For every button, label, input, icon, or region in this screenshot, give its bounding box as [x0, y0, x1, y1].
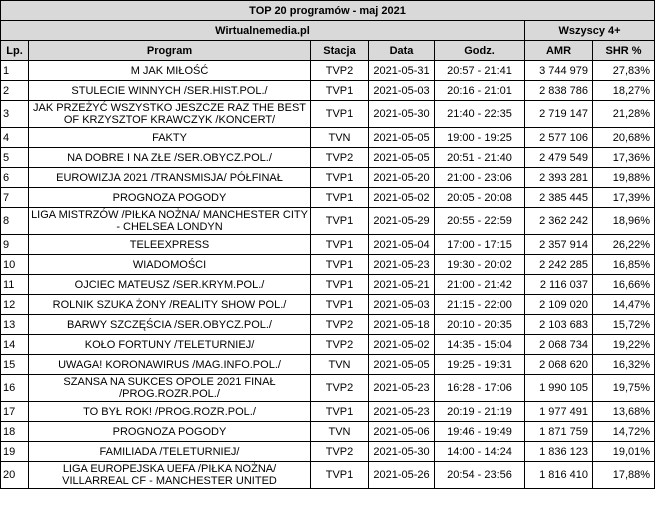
cell-shr: 19,01%: [593, 442, 655, 462]
cell-program: PROGNOZA POGODY: [29, 188, 311, 208]
cell-shr: 18,96%: [593, 208, 655, 235]
cell-date: 2021-05-31: [369, 61, 435, 81]
cell-station: TVP2: [311, 148, 369, 168]
cell-station: TVN: [311, 422, 369, 442]
column-header-lp: Lp.: [1, 41, 29, 61]
cell-station: TVP2: [311, 315, 369, 335]
cell-shr: 21,28%: [593, 101, 655, 128]
cell-time: 14:35 - 15:04: [435, 335, 525, 355]
cell-amr: 1 816 410: [525, 462, 593, 489]
cell-time: 21:00 - 21:42: [435, 275, 525, 295]
table-title: TOP 20 programów - maj 2021: [1, 1, 655, 21]
cell-date: 2021-05-26: [369, 462, 435, 489]
column-header-time: Godz.: [435, 41, 525, 61]
cell-amr: 2 242 285: [525, 255, 593, 275]
cell-amr: 1 977 491: [525, 402, 593, 422]
cell-station: TVP1: [311, 168, 369, 188]
cell-time: 20:51 - 21:40: [435, 148, 525, 168]
cell-date: 2021-05-05: [369, 148, 435, 168]
cell-amr: 2 116 037: [525, 275, 593, 295]
cell-time: 21:40 - 22:35: [435, 101, 525, 128]
cell-date: 2021-05-06: [369, 422, 435, 442]
cell-shr: 18,27%: [593, 81, 655, 101]
cell-time: 19:46 - 19:49: [435, 422, 525, 442]
audience-group-header: Wszyscy 4+: [525, 21, 655, 41]
table-row: [1, 208, 655, 235]
cell-lp: 6: [1, 168, 29, 188]
cell-time: 21:15 - 22:00: [435, 295, 525, 315]
cell-program: OJCIEC MATEUSZ /SER.KRYM.POL./: [29, 275, 311, 295]
cell-lp: 7: [1, 188, 29, 208]
column-header-program: Program: [29, 41, 311, 61]
cell-date: 2021-05-03: [369, 81, 435, 101]
cell-amr: 2 362 242: [525, 208, 593, 235]
cell-shr: 27,83%: [593, 61, 655, 81]
cell-station: TVP2: [311, 335, 369, 355]
cell-program: FAKTY: [29, 128, 311, 148]
table-row: [1, 295, 655, 315]
cell-station: TVP1: [311, 295, 369, 315]
column-header-shr: SHR %: [593, 41, 655, 61]
cell-time: 17:00 - 17:15: [435, 235, 525, 255]
cell-station: TVP1: [311, 235, 369, 255]
cell-program: PROGNOZA POGODY: [29, 422, 311, 442]
table-row: [1, 375, 655, 402]
column-header-amr: AMR: [525, 41, 593, 61]
cell-program: TELEEXPRESS: [29, 235, 311, 255]
cell-lp: 1: [1, 61, 29, 81]
cell-shr: 17,39%: [593, 188, 655, 208]
cell-lp: 3: [1, 101, 29, 128]
table-row: [1, 255, 655, 275]
cell-shr: 20,68%: [593, 128, 655, 148]
cell-date: 2021-05-04: [369, 235, 435, 255]
cell-time: 20:54 - 23:56: [435, 462, 525, 489]
cell-shr: 14,47%: [593, 295, 655, 315]
table-row: [1, 101, 655, 128]
table-row: [1, 402, 655, 422]
cell-amr: 2 577 106: [525, 128, 593, 148]
cell-shr: 17,36%: [593, 148, 655, 168]
cell-shr: 19,88%: [593, 168, 655, 188]
cell-lp: 9: [1, 235, 29, 255]
cell-station: TVP1: [311, 101, 369, 128]
cell-amr: 2 719 147: [525, 101, 593, 128]
cell-date: 2021-05-05: [369, 128, 435, 148]
cell-date: 2021-05-29: [369, 208, 435, 235]
cell-station: TVP1: [311, 188, 369, 208]
cell-lp: 12: [1, 295, 29, 315]
table-row: [1, 168, 655, 188]
cell-amr: 2 838 786: [525, 81, 593, 101]
cell-shr: 19,22%: [593, 335, 655, 355]
cell-lp: 2: [1, 81, 29, 101]
cell-program: M JAK MIŁOŚĆ: [29, 61, 311, 81]
table-row: [1, 235, 655, 255]
cell-shr: 16,85%: [593, 255, 655, 275]
cell-program: SZANSA NA SUKCES OPOLE 2021 FINAŁ /PROG.ROZR.POL./: [29, 375, 311, 402]
cell-lp: 18: [1, 422, 29, 442]
cell-lp: 15: [1, 355, 29, 375]
cell-lp: 11: [1, 275, 29, 295]
cell-program: BARWY SZCZĘŚCIA /SER.OBYCZ.POL./: [29, 315, 311, 335]
table-row: [1, 355, 655, 375]
cell-time: 20:10 - 20:35: [435, 315, 525, 335]
cell-time: 16:28 - 17:06: [435, 375, 525, 402]
cell-shr: 13,68%: [593, 402, 655, 422]
cell-station: TVP1: [311, 275, 369, 295]
cell-shr: 19,75%: [593, 375, 655, 402]
cell-program: JAK PRZEŻYĆ WSZYSTKO JESZCZE RAZ THE BEST OF KRZYSZTOF KRAWCZYK /KONCERT/: [29, 101, 311, 128]
table-row: [1, 315, 655, 335]
cell-amr: 2 393 281: [525, 168, 593, 188]
table-body: [1, 61, 655, 489]
cell-time: 19:30 - 20:02: [435, 255, 525, 275]
cell-shr: 15,72%: [593, 315, 655, 335]
cell-program: ROLNIK SZUKA ŻONY /REALITY SHOW POL./: [29, 295, 311, 315]
cell-date: 2021-05-30: [369, 442, 435, 462]
cell-shr: 16,66%: [593, 275, 655, 295]
cell-time: 19:25 - 19:31: [435, 355, 525, 375]
cell-station: TVP2: [311, 61, 369, 81]
cell-date: 2021-05-02: [369, 188, 435, 208]
cell-time: 20:05 - 20:08: [435, 188, 525, 208]
cell-amr: 1 871 759: [525, 422, 593, 442]
cell-date: 2021-05-03: [369, 295, 435, 315]
cell-station: TVP1: [311, 81, 369, 101]
cell-date: 2021-05-05: [369, 355, 435, 375]
cell-amr: 2 357 914: [525, 235, 593, 255]
cell-time: 19:00 - 19:25: [435, 128, 525, 148]
cell-shr: 14,72%: [593, 422, 655, 442]
cell-program: WIADOMOŚCI: [29, 255, 311, 275]
cell-time: 21:00 - 23:06: [435, 168, 525, 188]
cell-program: EUROWIZJA 2021 /TRANSMISJA/ PÓŁFINAŁ: [29, 168, 311, 188]
cell-time: 14:00 - 14:24: [435, 442, 525, 462]
cell-lp: 17: [1, 402, 29, 422]
cell-lp: 13: [1, 315, 29, 335]
cell-shr: 26,22%: [593, 235, 655, 255]
cell-program: STULECIE WINNYCH /SER.HIST.POL./: [29, 81, 311, 101]
cell-amr: 2 109 020: [525, 295, 593, 315]
cell-lp: 19: [1, 442, 29, 462]
table-row: [1, 188, 655, 208]
cell-amr: 2 068 734: [525, 335, 593, 355]
cell-station: TVP1: [311, 255, 369, 275]
cell-station: TVP1: [311, 402, 369, 422]
cell-station: TVP1: [311, 208, 369, 235]
cell-program: FAMILIADA /TELETURNIEJ/: [29, 442, 311, 462]
cell-station: TVN: [311, 355, 369, 375]
cell-program: KOŁO FORTUNY /TELETURNIEJ/: [29, 335, 311, 355]
cell-shr: 17,88%: [593, 462, 655, 489]
table-row: [1, 422, 655, 442]
cell-date: 2021-05-20: [369, 168, 435, 188]
column-header-station: Stacja: [311, 41, 369, 61]
cell-lp: 14: [1, 335, 29, 355]
table-row: [1, 128, 655, 148]
cell-time: 20:55 - 22:59: [435, 208, 525, 235]
cell-program: LIGA MISTRZÓW /PIŁKA NOŻNA/ MANCHESTER CITY - CHELSEA LONDYN: [29, 208, 311, 235]
cell-amr: 1 990 105: [525, 375, 593, 402]
cell-date: 2021-05-18: [369, 315, 435, 335]
column-header-date: Data: [369, 41, 435, 61]
table-source: Wirtualnemedia.pl: [1, 21, 525, 41]
cell-lp: 16: [1, 375, 29, 402]
table-row: [1, 442, 655, 462]
table-row: [1, 61, 655, 81]
cell-date: 2021-05-23: [369, 402, 435, 422]
table-row: [1, 462, 655, 489]
cell-amr: 3 744 979: [525, 61, 593, 81]
cell-program: LIGA EUROPEJSKA UEFA /PIŁKA NOŻNA/ VILLARREAL CF - MANCHESTER UNITED: [29, 462, 311, 489]
cell-date: 2021-05-23: [369, 375, 435, 402]
cell-amr: 2 385 445: [525, 188, 593, 208]
cell-lp: 8: [1, 208, 29, 235]
cell-time: 20:19 - 21:19: [435, 402, 525, 422]
cell-lp: 4: [1, 128, 29, 148]
cell-program: NA DOBRE I NA ZŁE /SER.OBYCZ.POL./: [29, 148, 311, 168]
cell-station: TVP2: [311, 442, 369, 462]
cell-program: UWAGA! KORONAWIRUS /MAG.INFO.POL./: [29, 355, 311, 375]
cell-amr: 2 068 620: [525, 355, 593, 375]
cell-station: TVN: [311, 128, 369, 148]
cell-time: 20:16 - 21:01: [435, 81, 525, 101]
table-row: [1, 148, 655, 168]
cell-date: 2021-05-30: [369, 101, 435, 128]
cell-program: TO BYŁ ROK! /PROG.ROZR.POL./: [29, 402, 311, 422]
cell-shr: 16,32%: [593, 355, 655, 375]
cell-station: TVP1: [311, 462, 369, 489]
cell-lp: 20: [1, 462, 29, 489]
cell-lp: 10: [1, 255, 29, 275]
cell-date: 2021-05-02: [369, 335, 435, 355]
cell-date: 2021-05-21: [369, 275, 435, 295]
cell-time: 20:57 - 21:41: [435, 61, 525, 81]
table-row: [1, 335, 655, 355]
cell-amr: 2 479 549: [525, 148, 593, 168]
table-row: [1, 275, 655, 295]
cell-amr: 2 103 683: [525, 315, 593, 335]
cell-station: TVP2: [311, 375, 369, 402]
cell-date: 2021-05-23: [369, 255, 435, 275]
table-row: [1, 81, 655, 101]
cell-lp: 5: [1, 148, 29, 168]
cell-amr: 1 836 123: [525, 442, 593, 462]
